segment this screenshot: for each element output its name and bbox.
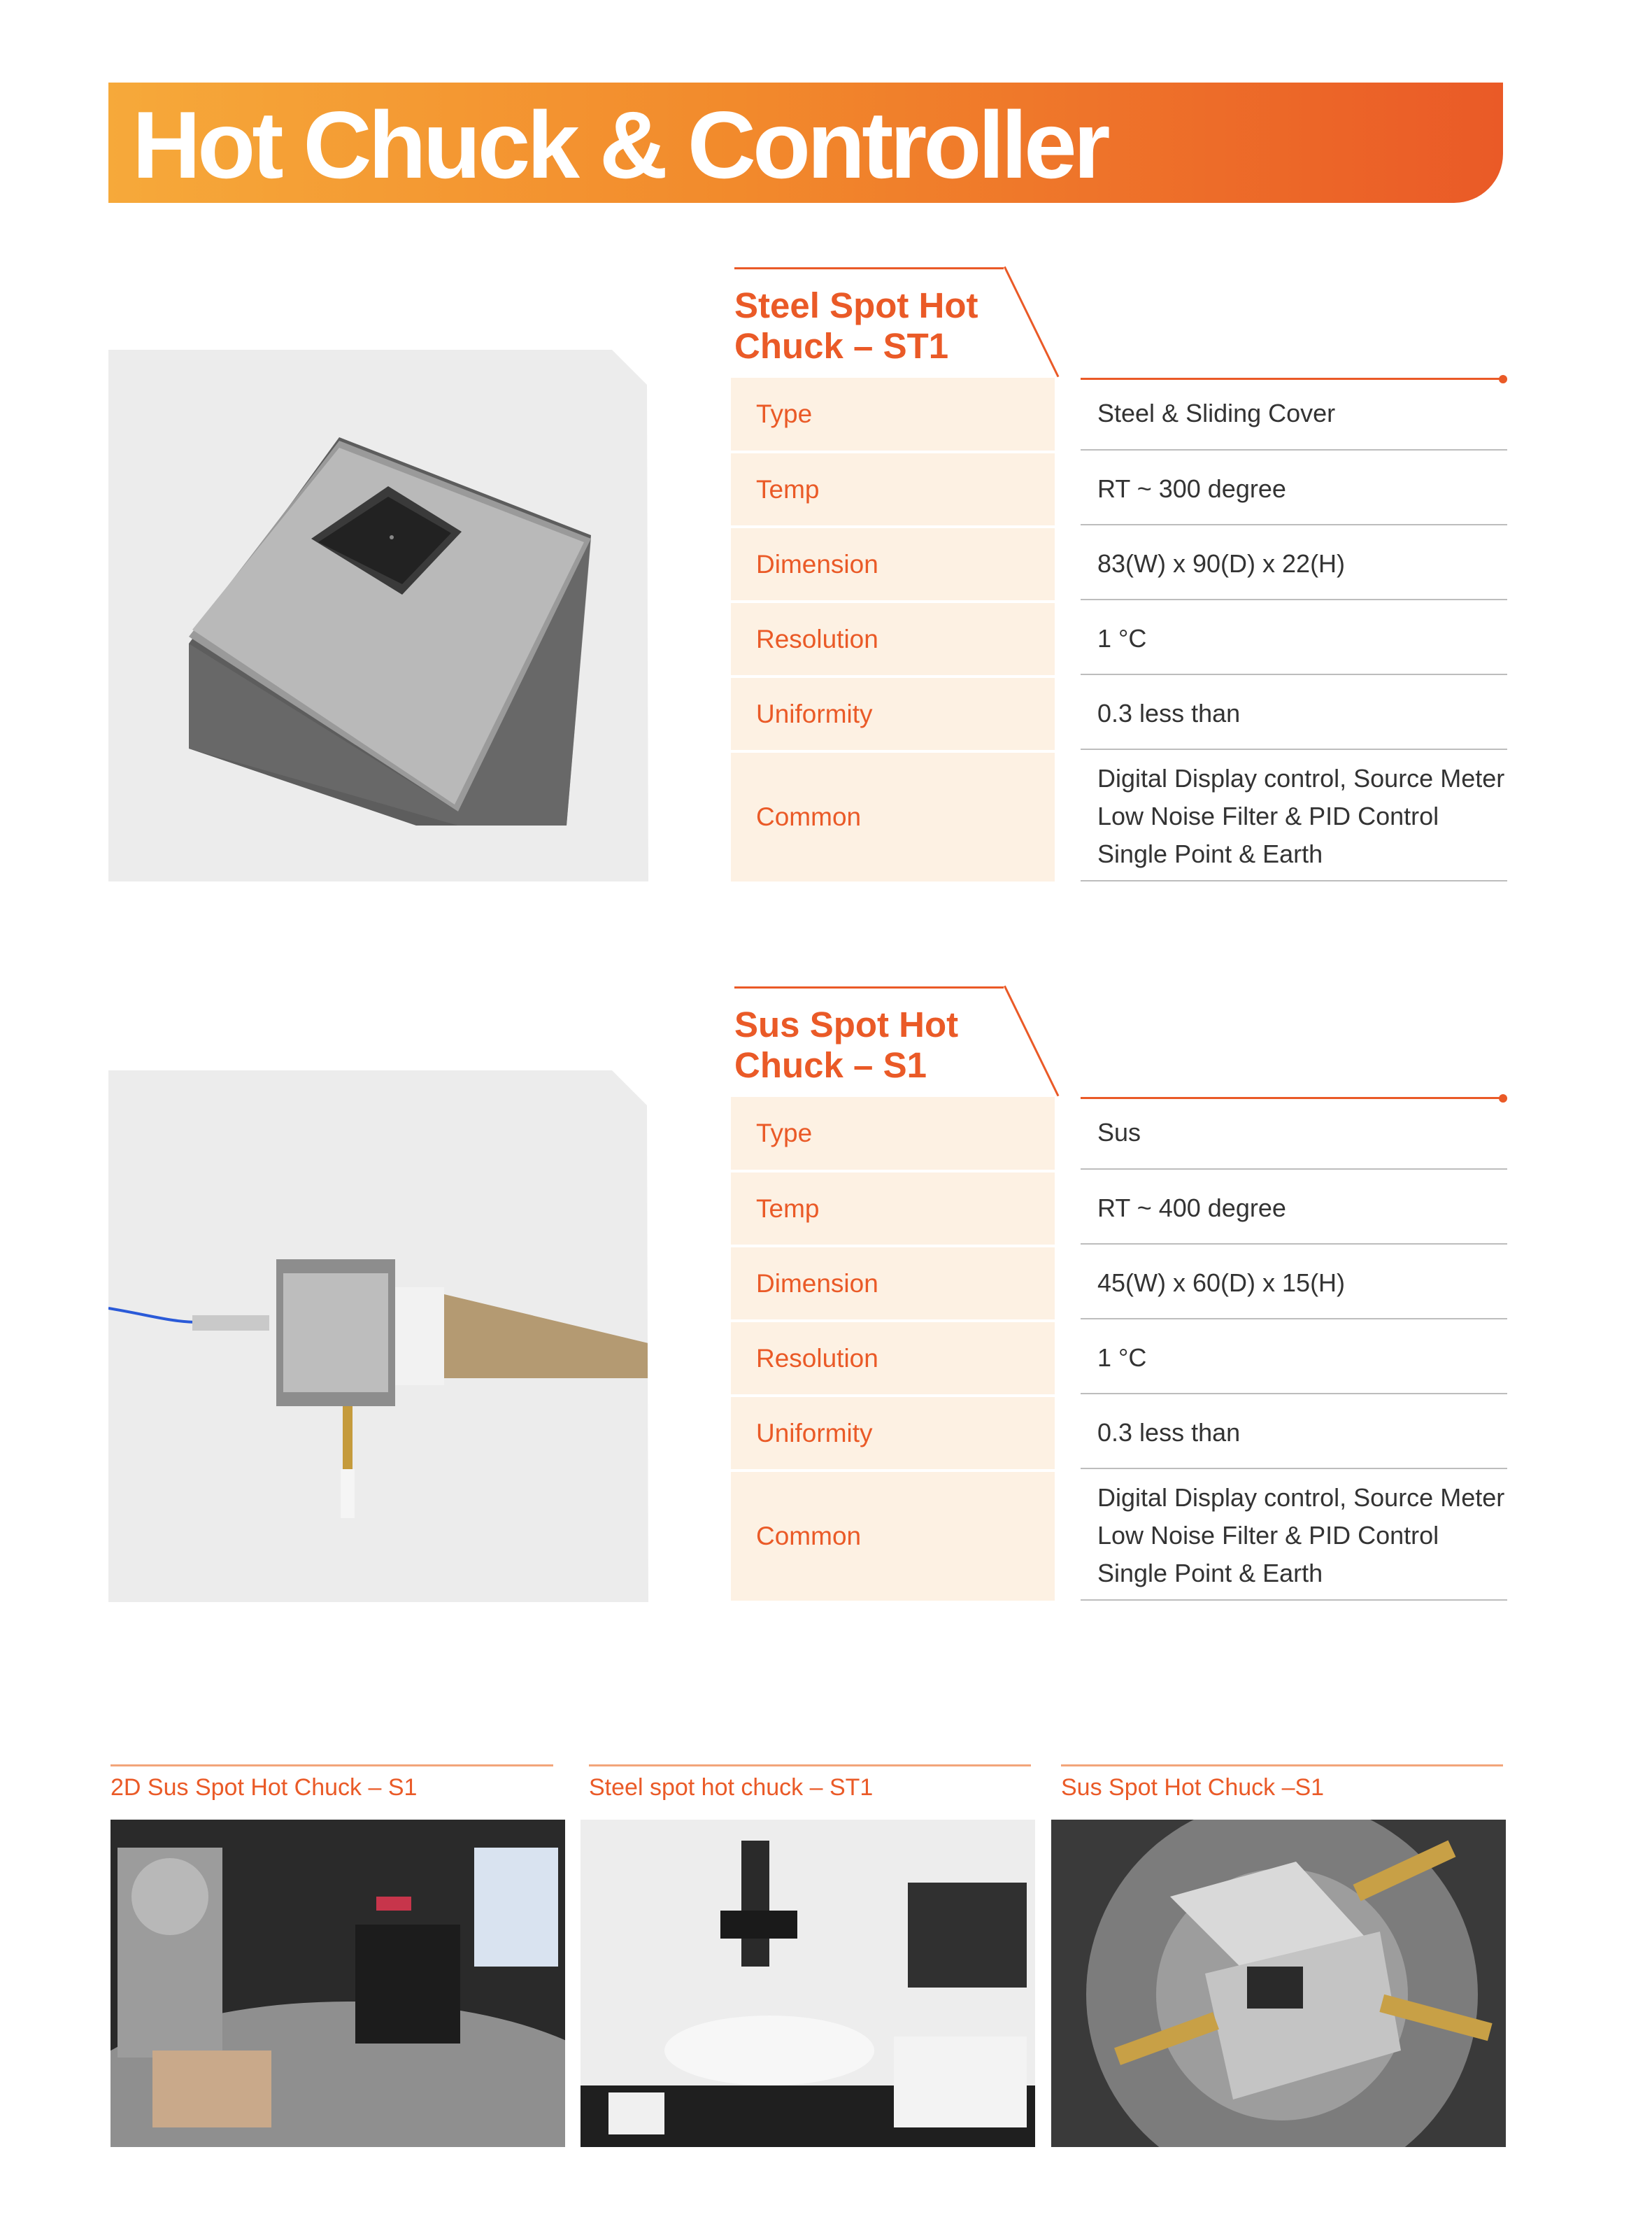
spec-row-type [731, 1097, 1507, 1170]
gallery-caption-line-1 [111, 1764, 553, 1766]
probe-station-photo [111, 1820, 565, 2147]
spec-value: 1 °C [1097, 1343, 1147, 1372]
spec-row-dimension [731, 528, 1507, 600]
chuck-closeup-photo [1051, 1820, 1506, 2147]
spec-label: Temp [756, 474, 820, 504]
spec-value: 0.3 less than [1097, 698, 1241, 728]
spec-value: Steel & Sliding Cover [1097, 399, 1336, 427]
spec-value: Digital Display control, Source Meter Low Noise Filter & PID Control Single Point & Earth [1097, 1483, 1505, 1587]
spec-row-temp [731, 453, 1507, 525]
spec-label: Resolution [756, 624, 878, 653]
spec-label: Type [756, 399, 813, 428]
spec-label: Type [756, 1119, 813, 1147]
spec-table-st1 [731, 378, 1507, 881]
product-image-s1 [108, 1070, 648, 1602]
spec-label: Uniformity [756, 699, 873, 728]
spec-value: Digital Display control, Source Meter Low Noise Filter & PID Control Single Point & Earth [1097, 764, 1505, 868]
spec-label: Resolution [756, 1343, 878, 1373]
spec-value: 0.3 less than [1097, 1417, 1241, 1447]
spec-value: Sus [1097, 1118, 1141, 1147]
section-heading-st1 [734, 267, 1063, 372]
spec-label: Common [756, 802, 862, 831]
gallery-photo-2 [581, 1820, 1035, 2147]
spec-row-uniformity [731, 678, 1507, 750]
spec-value: RT ~ 400 degree [1097, 1193, 1286, 1222]
title-banner [108, 83, 1503, 203]
gallery-photo-1 [111, 1820, 565, 2147]
spec-value: RT ~ 300 degree [1097, 474, 1286, 503]
gallery-caption-line-2 [589, 1764, 1031, 1766]
spec-row-type [731, 378, 1507, 451]
spec-row-resolution [731, 1322, 1507, 1394]
spec-row-uniformity [731, 1397, 1507, 1469]
spec-label: Common [756, 1522, 862, 1550]
spec-table-s1 [731, 1097, 1507, 1601]
product-name: Sus Spot Hot Chuck – S1 [734, 1005, 959, 1085]
steel-chuck-illustration [108, 350, 648, 881]
spec-value: 1 °C [1097, 623, 1147, 653]
sus-chuck-illustration [108, 1070, 648, 1602]
spec-value: 83(W) x 90(D) x 22(H) [1097, 548, 1346, 578]
spec-label: Uniformity [756, 1418, 873, 1447]
spec-row-resolution [731, 603, 1507, 675]
gallery-caption-line-3 [1061, 1764, 1503, 1766]
gallery-caption-2: Steel spot hot chuck – ST1 [589, 1774, 874, 1801]
spec-row-common [731, 753, 1507, 881]
product-image-st1 [108, 350, 648, 881]
heading-underline [734, 267, 1004, 269]
spec-row-common [731, 1472, 1507, 1601]
gallery-caption-3: Sus Spot Hot Chuck –S1 [1061, 1774, 1325, 1801]
spec-value: 45(W) x 60(D) x 15(H) [1097, 1268, 1346, 1297]
page-title: Hot Chuck & Controller [132, 92, 1107, 198]
spec-label: Dimension [756, 549, 878, 579]
product-name: Steel Spot Hot Chuck – ST1 [734, 285, 978, 366]
spec-label: Dimension [756, 1268, 878, 1298]
gallery-caption-1: 2D Sus Spot Hot Chuck – S1 [111, 1774, 418, 1801]
spec-row-dimension [731, 1247, 1507, 1319]
section-heading-s1 [734, 986, 1063, 1091]
lab-setup-photo [581, 1820, 1035, 2147]
spec-row-temp [731, 1173, 1507, 1245]
spec-label: Temp [756, 1194, 820, 1223]
heading-underline [734, 986, 1004, 989]
gallery-photo-3 [1051, 1820, 1506, 2147]
